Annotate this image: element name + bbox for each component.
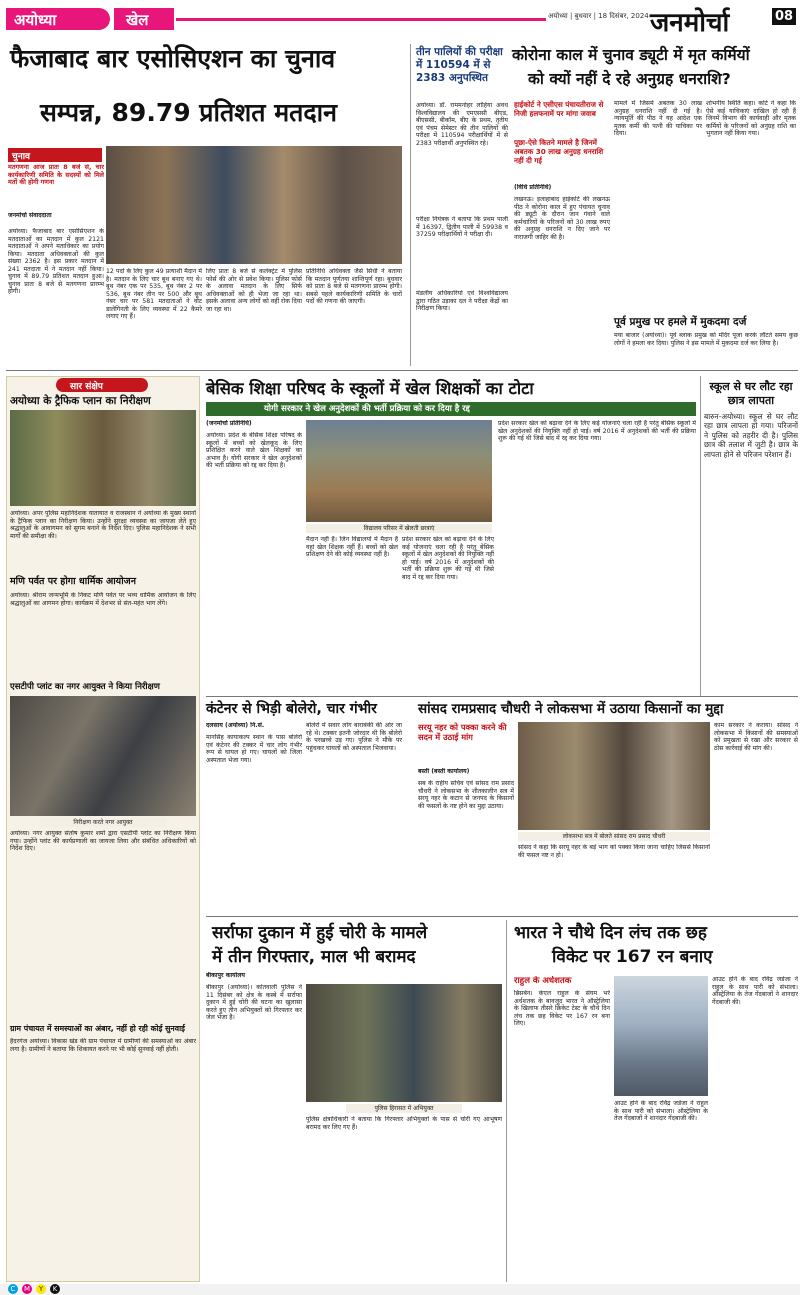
exam-body-2: परीक्षा नियंत्रक ने बताया कि प्रथम पाली में 16397, द्वितीय पाली में 59938 व 37259 परीक्षार्थियों ने परीक्षा दी। (416, 216, 508, 238)
registration-c: C (8, 1284, 18, 1294)
lead-body-3: लिए प्रातः 8 बजे से कलेक्ट्रेट में पुलिस फोर्स की ओर से प्रवेश किया। पुलिस फोर्स के अलावा मतदान के लिए सिर्फ अधिवक्ताओं को ही भेजा जा रहा था। इसके अलावा अन्य लोगों को वहीं रोक दिया जा रहा था। (206, 268, 302, 313)
paper-name: जनमोर्चा (650, 8, 730, 38)
cricket-body-2b: आउट होने के बाद रविंद्र जडेजा ने राहुल के साथ पारी को संभाला। ऑस्ट्रेलिया के तेज गेंदबाजों ने शानदार गेंदबाजी की। (712, 976, 798, 1006)
color-registration-bar (0, 1284, 800, 1295)
exam-body-3: मंडलीय अधिकारियों एवं विश्वविद्यालय द्वारा गठित उड़ाका दल ने परीक्षा केंद्रों का निरीक्षण किया। (416, 290, 508, 312)
section-city-tag (6, 8, 110, 30)
sports-body-1: अयोध्या। प्रदेश के बेसिक शिक्षा परिषद के स्कूलों में बच्चों को खेलकूद के लिए प्रशिक्षित करने वाले खेल शिक्षकों का अभाव है। योगी सरकार ने खेल अनुदेशकों की भर्ती प्रक्रिया को रद्द कर दिया है। (206, 432, 302, 469)
section-name-tag (114, 8, 174, 30)
exam-body-1: अयोध्या। डॉ. राममनोहर लोहिया अवध विश्वविद्यालय की एमएससी बीएड, बीएससी, बीकॉम, बीए के प्रथम, तृतीय एवं पंचम सेमेस्टर की तीन पालियों की परीक्षा में 110594 परीक्षार्थियों में से 2383 परीक्षार्थी अनुपस्थित रहे। (416, 102, 508, 147)
mp-bullet: सरयू नहर को पक्का करने की सदन में उठाई मांग (418, 722, 507, 742)
lead-body-5: प्रतिनिधि अधिवक्ता जैसे सिंधी ने बताया कि मतदान पूर्णतया शान्तिपूर्ण रहा। बुधवार को प्रातः 8 बजे से मतगणना प्रारम्भ होगी। सबसे पहले कार्यकारिणी समिति के चारों पदों की गणना की जाएगी। (306, 268, 402, 305)
theft-headline-1: सर्राफा दुकान में हुई चोरी के मामले (212, 923, 428, 943)
exam-divider (410, 44, 411, 366)
sidebar-item-4-headline: ग्राम पंचायत में समस्याओं का अंबार, नहीं हो रही कोई सुनवाई (10, 1024, 185, 1033)
lead-headline-2: सम्पन्न, 89.79 प्रतिशत मतदान (40, 98, 338, 127)
sports-headline: बेसिक शिक्षा परिषद के स्कूलों में खेल शिक्षकों का टोटा (206, 379, 534, 398)
theft-photo (306, 984, 502, 1102)
lead-tag (8, 148, 102, 162)
section-name: खेल (126, 11, 149, 29)
theft-byline: बीकापुर कार्यालय (206, 972, 246, 979)
sidebar-item-1-body: अयोध्या। अपर पुलिस महानिदेशक यातायात व राजस्थान ने अयोध्या के मुख्य स्थानों के ट्रैफिक प्लान का निरीक्षण किया। उन्होंने सुरक्षा व्यवस्था का जायजा लेते हुए श्रद्धालुओं के आवागमन को सुगम बनाने के निर्देश दिए। पुलिस महानिदेशक ने सभी मार्गों की समीक्षा की। (10, 510, 196, 540)
theft-body-2: पुलिस क्षेत्राधिकारी ने बताया कि गिरफ्तार अभियुक्तों के पास से चोरी गए आभूषण बरामद कर लिए गए हैं। (306, 1116, 502, 1131)
section-divider-3 (206, 916, 798, 917)
lead-bullet: मतगणना आज प्रातः 8 बजे से, चार कार्यकारिणी समिति के सदस्यों को मिले मतों की होगी गणना (8, 164, 104, 186)
sports-byline: (जनमोर्चा प्रतिनिधि) (206, 420, 252, 427)
lead-byline: जनमोर्चा संवाददाता (8, 212, 52, 219)
cricket-headline-2: विकेट पर 167 रन बनाए (552, 947, 713, 967)
registration-m: M (23, 1285, 31, 1293)
sidebar-item-3-caption: निरीक्षण करते नगर आयुक्त (40, 818, 166, 827)
exam-headline: तीन पालियों की परीक्षा में 110594 में से 2383 अनुपस्थित (416, 46, 503, 84)
corona-bullet-2: पूछा-ऐसे कितने मामले है जिनमें अबतक 30 लाख अनुग्रह धनराशि नहीं दी गई (514, 138, 604, 165)
sidebar-item-3-headline: एसटीपी प्लांट का नगर आयुक्त ने किया निरीक्षण (10, 682, 160, 692)
school-back-headline: स्कूल से घर लौट रहा छात्र लापता (709, 380, 793, 407)
sports-body-3b: प्रदेश सरकार खेल को बढ़ावा देने के लिए कई योजनाएं चला रही है परंतु बेसिक स्कूलों में खेल अनुदेशकों की नियुक्ति नहीं हो पाई। वर्ष 2016 में अनुदेशकों की भर्ती की प्रक्रिया शुरू की गई थी जिसे बाद में रद्द कर दिया गया। (498, 420, 696, 442)
theft-body-1: बीकापुर (अयोध्या)। कोतवाली पुलिस ने 11 दिसंबर को क्षेत्र के कस्बे में सर्राफा दुकान में हुई चोरी की घटना का खुलासा करते हुए तीन अभियुक्तों को गिरफ्तार कर जेल भेजा है। (206, 984, 302, 1021)
mp-body-2: सांसद ने कहा कि सरयू नहर के बड़े भाग को पक्का किया जाना चाहिए जिससे किसानों की फसल नष्ट न हो। (518, 844, 710, 859)
sports-body-3: प्रदेश सरकार खेल को बढ़ावा देने के लिए कई योजनाएं चला रही है परंतु बेसिक स्कूलों में खेल अनुदेशकों की नियुक्ति नहीं हो पाई। वर्ष 2016 में अनुदेशकों की भर्ती की प्रक्रिया शुरू की गई थी जिसे बाद में रद्द कर दिया गया। (402, 536, 494, 581)
corona-sub-body: मया बाजार (अयोध्या)। पूर्व ब्लाक प्रमुख को मंदिर पूजा करके लौटते समय कुछ लोगों ने हमला कर दिया। पुलिस ने इस मामले में मुकदमा दर्ज कर लिया है। (614, 332, 798, 347)
sports-photo-caption: विद्यालय परिसर में खेलती छात्राएं (306, 524, 492, 533)
sidebar-item-2-headline: मणि पर्वत पर होगा धार्मिक आयोजन (10, 576, 136, 587)
sidebar-item-1-headline: अयोध्या के ट्रैफिक प्लान का निरीक्षण (10, 395, 151, 407)
cricket-bullet: राहुल के अर्धशतक (514, 976, 572, 986)
school-divider (700, 376, 701, 696)
cricket-body-1: ब्रिसबेन। केएल राहुल के संयम भरे अर्धशतक के बावजूद भारत ने ऑस्ट्रेलिया के खिलाफ तीसरे क्रिकेट टेस्ट के चौथे दिन लंच तक छह विकेट पर 167 रन बना लिए। (514, 990, 610, 1027)
lead-body-2: 12 पदों के लिए कुल 49 प्रत्याशी मैदान में है। मतदान के लिए चार बूथ बनाए गए थे। बूथ नंबर एक पर 535, बूथ नंबर 2 पर 536, बूथ नंबर तीन पर 500 और बूथ नंबर चार पर 581 मतदाताओं ने वोट डालेगिनती के लिए व्यवस्था में 22 कैमरे लगाए गए हैं। (106, 268, 202, 320)
registration-k: K (50, 1284, 60, 1294)
bolero-headline: कंटेनर से भिड़ी बोलेरो, चार गंभीर (206, 701, 377, 717)
mp-photo (518, 722, 710, 830)
corona-body-3: शोभनीय स्थिति कहा। कोर्ट ने कहा कि ऐसे कई याचिकाएं दाखिल हो रही हैं जिनमें विभाग की कार्यवाही और मृतक कर्मियों के परिजनों को अनुग्रह राशि का भुगतान नहीं किया गया। (706, 100, 796, 137)
section-divider-1 (6, 370, 798, 371)
corona-body-2: मामले में जिसमें अबतक 30 लाख अनुग्रह धनराशि नहीं दी गई है। न्यायमूर्ति की पीठ ने यह आदेश एक मृतक कर्मी की पत्नी की याचिका पर दिया। (614, 100, 702, 137)
sports-ribbon-text: योगी सरकार ने खेल अनुदेशकों की भर्ती प्रक्रिया को कर दिया है रद्द (264, 404, 470, 414)
masthead (0, 0, 800, 40)
corona-bullet-1: हाईकोर्ट ने एसीएस पंचायतीराज से निजी हलफनामें पर मांगा जवाब (514, 100, 604, 118)
sidebar-item-1-photo (10, 410, 196, 506)
bolero-body-1: मानसिंह कायाकल्प स्थान के पास बोलेरो एवं कंटेनर की टक्कर में चार लोग गंभीर रूप से घायल हो गए। घायलों को जिला अस्पताल भेजा गया। (206, 734, 302, 764)
sports-ribbon (206, 402, 696, 416)
corona-body-1: लखनऊ। इलाहाबाद हाईकोर्ट की लखनऊ पीठ ने कोरोना काल में हुए पंचायत चुनाव की ड्यूटी के दौरान जान गंवाने वाले कर्मचारियों के परिजनों को 30 लाख रुपए की अनुग्रह धनराशि न दिए जाने पर नाराजगी जाहिर की है। (514, 196, 610, 241)
mp-byline: बस्ती (बस्ती कार्यालय) (418, 768, 470, 775)
sidebar-header-label: सार संक्षेप (70, 382, 103, 392)
mp-body-3: काम सरकार ने कराया। सांसद ने लोकसभा में किसानों की समस्याओं को प्रमुखता से रखा और सरकार से ठोस कार्रवाई की मांग की। (714, 722, 798, 752)
bolero-body-2: बोलेरो में सवार लोग बाराबंकी की ओर जा रहे थे। टक्कर इतनी जोरदार थी कि बोलेरो के परखच्चे उड़ गए। पुलिस ने मौके पर पहुंचकर घायलों को अस्पताल भिजवाया। (306, 722, 402, 752)
registration-y: Y (36, 1284, 46, 1294)
cricket-headline-1: भारत ने चौथे दिन लंच तक छह (514, 923, 707, 943)
mp-headline: सांसद रामप्रसाद चौधरी ने लोकसभा में उठाया किसानों का मुद्दा (418, 701, 724, 717)
corona-sub-headline: पूर्व प्रमुख पर हमले में मुकदमा दर्ज (614, 316, 747, 328)
sidebar-item-3-photo (10, 696, 196, 816)
lead-body-1: अयोध्या। फैजाबाद बार एसोसिएशन के मतदाताओं का मतदान में कुल 2121 मतदाताओं ने अपने मताधिकार का प्रयोग किया। मतदाता अधिवक्ताओं की कुल संख्या 2362 है। इस प्रकार मतदान में 241 मतदाता में ने मतदान नहीं किया। चुनाव में 89.79 प्रतिशत मतदान हुआ। चुनाव प्रातः 8 बजे से मतगणना प्रारम्भ होगी। (8, 228, 104, 295)
theft-headline-2: में तीन गिरफ्तार, माल भी बरामद (212, 947, 416, 967)
lead-headline-1: फैजाबाद बार एसोसिएशन का चुनाव (10, 44, 336, 73)
section-divider-2 (206, 696, 798, 697)
bolero-byline: दलसाय (अयोध्या) नि.सं. (206, 722, 265, 729)
corona-headline-2: को क्यों नहीं दे रहे अनुग्रह धनराशि? (528, 70, 731, 88)
dateline: अयोध्या | बुधवार | 18 दिसंबर, 2024 (548, 12, 649, 20)
cricket-photo (614, 976, 708, 1096)
sidebar-item-3-body: अयोध्या। नगर आयुक्त संतोष कुमार शर्मा द्वारा एसटीपी प्लांट का निरीक्षण किया गया। उन्होंने प्लांट की कार्यप्रणाली का जायजा लिया और संबंधित अधिकारियों को निर्देश दिए। (10, 830, 196, 852)
theft-photo-caption: पुलिस हिरासत में अभियुक्त (346, 1104, 462, 1113)
lead-photo (106, 146, 402, 264)
sidebar-header (56, 378, 148, 392)
lead-tag-label: चुनाव (12, 152, 31, 162)
masthead-line (176, 18, 546, 21)
mp-photo-caption: लोकसभा सत्र में बोलते सांसद राम प्रसाद चौधरी (518, 832, 710, 841)
corona-headline-1: कोरोना काल में चुनाव ड्यूटी में मृत कर्मियों (512, 46, 750, 64)
sports-photo (306, 420, 492, 522)
school-back-body: बारुन-अयोध्या। स्कूल से घर लौट रहा छात्र लापता हो गया। परिजनों ने पुलिस को तहरीर दी है। पुलिस छात्र की तलाश में जुटी है। छात्र के लापता होने से परिजन परेशान हैं। (704, 412, 798, 459)
sports-body-2: मैदान नहीं हैं। जिन विद्यालयों में मैदान हैं वहां खेल शिक्षक नहीं हैं। बच्चों को खेल प्रशिक्षण देने की कोई व्यवस्था नहीं है। (306, 536, 398, 558)
corona-byline: (विधि प्रतिनिधि) (514, 184, 552, 191)
sidebar-item-2-body: अयोध्या। श्रीराम जन्मभूमि के निकट मणि पर्वत पर भव्य धार्मिक आयोजन के लिए श्रद्धालुओं का आगमन होगा। कार्यक्रम में देशभर से संत-महंत भाग लेंगे। (10, 592, 196, 607)
cricket-divider (506, 920, 507, 1282)
page-number: 08 (772, 8, 796, 25)
mp-body-1: सब के राहीय सचिव एवं सांसद राम प्रसाद चौधरी ने लोकसभा के शीतकालीन सत्र में सरयू नहर के कटान से जनपद के किसानों की फसलों के नष्ट होने का मुद्दा उठाया। (418, 780, 514, 810)
sidebar-item-4-body: हैदरगंज अयोध्या। विकास खंड की ग्राम पंचायत में ग्रामीणों की समस्याओं का अंबार लगा है। ग्रामीणों ने बताया कि शिकायत करने पर भी कोई सुनवाई नहीं होती। (10, 1038, 196, 1053)
section-city: अयोध्या (14, 11, 57, 29)
cricket-body-2: आउट होने के बाद रविंद्र जडेजा ने राहुल के साथ पारी को संभाला। ऑस्ट्रेलिया के तेज गेंदबाजों ने शानदार गेंदबाजी की। (614, 1100, 708, 1122)
